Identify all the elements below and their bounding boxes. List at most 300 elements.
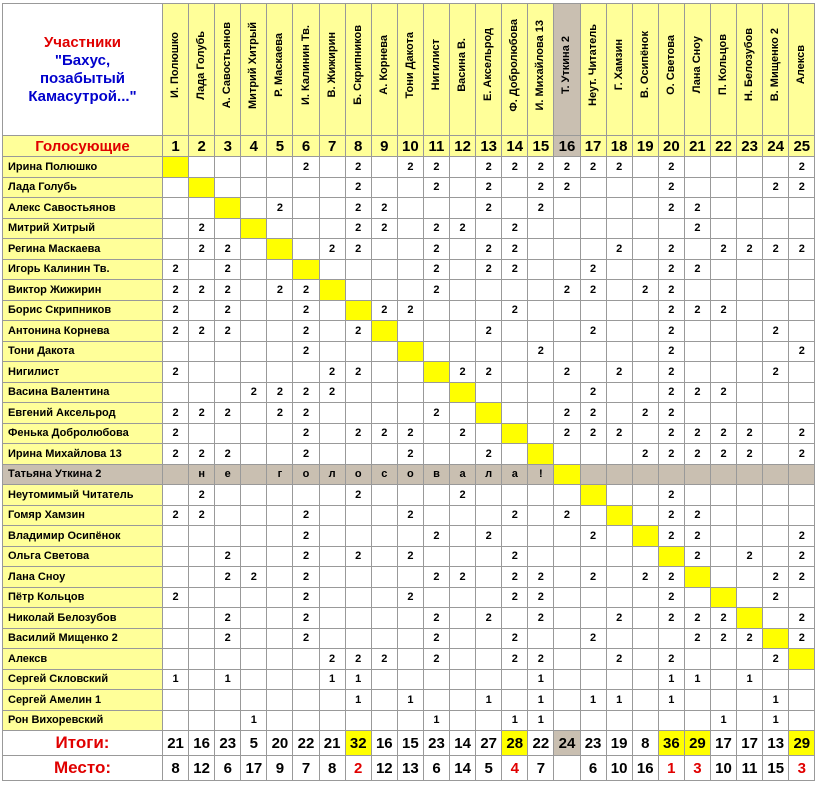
- score-cell: 2: [293, 300, 319, 321]
- score-cell: [763, 259, 789, 280]
- table-row: [3, 690, 815, 711]
- score-cell: 1: [710, 710, 736, 731]
- total-cell: 24: [554, 731, 580, 756]
- score-cell: [241, 669, 267, 690]
- score-cell: [632, 669, 658, 690]
- total-cell: 14: [450, 731, 476, 756]
- score-cell: [710, 362, 736, 383]
- self-vote-cell: [423, 362, 449, 383]
- score-cell: [163, 382, 189, 403]
- total-cell: 32: [345, 731, 371, 756]
- score-cell: [423, 669, 449, 690]
- score-cell: 2: [658, 382, 684, 403]
- score-cell: 1: [737, 669, 763, 690]
- score-cell: л: [476, 464, 502, 485]
- voter-name: Лана Сноу: [3, 567, 163, 588]
- voter-name: Игорь Калинин Тв.: [3, 259, 163, 280]
- table-row: [3, 628, 815, 649]
- score-cell: [710, 218, 736, 239]
- score-cell: [789, 403, 815, 424]
- score-cell: [632, 321, 658, 342]
- score-cell: 2: [580, 403, 606, 424]
- score-cell: 2: [450, 362, 476, 383]
- score-cell: [267, 608, 293, 629]
- score-cell: [450, 177, 476, 198]
- score-cell: 2: [763, 649, 789, 670]
- score-cell: [345, 382, 371, 403]
- score-cell: [371, 239, 397, 260]
- score-cell: [241, 690, 267, 711]
- score-cell: [789, 485, 815, 506]
- score-cell: [371, 485, 397, 506]
- score-cell: [737, 157, 763, 178]
- voter-name: Регина Маскаева: [3, 239, 163, 260]
- score-cell: 2: [789, 567, 815, 588]
- score-cell: 2: [345, 239, 371, 260]
- score-cell: [632, 587, 658, 608]
- score-cell: [189, 423, 215, 444]
- score-cell: [632, 218, 658, 239]
- score-cell: 2: [371, 649, 397, 670]
- score-cell: [632, 259, 658, 280]
- place-cell: 2: [345, 756, 371, 781]
- score-cell: 1: [684, 669, 710, 690]
- score-cell: [632, 382, 658, 403]
- score-cell: [554, 690, 580, 711]
- score-cell: 2: [215, 321, 241, 342]
- voter-name: Сергей Амелин 1: [3, 690, 163, 711]
- score-cell: 2: [267, 280, 293, 301]
- score-cell: 1: [345, 690, 371, 711]
- score-cell: [450, 690, 476, 711]
- score-cell: [450, 239, 476, 260]
- score-cell: 2: [580, 280, 606, 301]
- score-cell: [606, 464, 632, 485]
- score-cell: [450, 444, 476, 465]
- score-cell: 2: [423, 177, 449, 198]
- score-cell: [397, 218, 423, 239]
- score-cell: [345, 567, 371, 588]
- score-cell: 2: [606, 157, 632, 178]
- score-cell: [189, 587, 215, 608]
- score-cell: [319, 485, 345, 506]
- table-row: [3, 259, 815, 280]
- score-cell: 2: [293, 321, 319, 342]
- score-cell: 1: [319, 669, 345, 690]
- score-cell: [554, 382, 580, 403]
- self-vote-cell: [554, 464, 580, 485]
- score-cell: [710, 280, 736, 301]
- score-cell: [397, 362, 423, 383]
- score-cell: [684, 710, 710, 731]
- score-cell: 2: [658, 239, 684, 260]
- score-cell: [215, 485, 241, 506]
- score-cell: [371, 526, 397, 547]
- score-cell: 2: [737, 239, 763, 260]
- score-cell: [737, 649, 763, 670]
- place-cell: 7: [528, 756, 554, 781]
- total-cell: 17: [710, 731, 736, 756]
- score-cell: 2: [737, 628, 763, 649]
- score-cell: [528, 321, 554, 342]
- score-cell: [319, 177, 345, 198]
- voter-name: Нигилист: [3, 362, 163, 383]
- score-cell: [554, 587, 580, 608]
- score-cell: 2: [293, 587, 319, 608]
- score-cell: 2: [345, 423, 371, 444]
- score-cell: [528, 382, 554, 403]
- score-cell: [632, 649, 658, 670]
- column-number: 22: [710, 136, 736, 157]
- score-cell: 2: [345, 362, 371, 383]
- score-cell: 2: [267, 403, 293, 424]
- score-cell: [319, 300, 345, 321]
- column-number: 6: [293, 136, 319, 157]
- score-cell: [554, 259, 580, 280]
- self-vote-cell: [789, 649, 815, 670]
- score-cell: о: [397, 464, 423, 485]
- score-cell: [345, 608, 371, 629]
- score-cell: [345, 280, 371, 301]
- score-cell: [580, 239, 606, 260]
- score-cell: [737, 464, 763, 485]
- participant-name: Васина В.: [456, 38, 469, 92]
- score-cell: 2: [215, 608, 241, 629]
- score-cell: 2: [763, 239, 789, 260]
- place-cell: 12: [371, 756, 397, 781]
- score-cell: [163, 464, 189, 485]
- participant-name: П. Кольцов: [717, 34, 730, 96]
- participant-name: Лана Сноу: [690, 36, 703, 94]
- score-cell: [528, 280, 554, 301]
- score-cell: е: [215, 464, 241, 485]
- participant-name: Т. Уткина 2: [560, 35, 573, 95]
- score-cell: [684, 587, 710, 608]
- score-cell: [606, 218, 632, 239]
- score-cell: [737, 567, 763, 588]
- score-cell: [397, 710, 423, 731]
- score-cell: [371, 710, 397, 731]
- score-cell: [737, 505, 763, 526]
- score-cell: [476, 423, 502, 444]
- score-cell: л: [319, 464, 345, 485]
- score-cell: [476, 280, 502, 301]
- score-cell: [710, 526, 736, 547]
- score-cell: [450, 669, 476, 690]
- score-cell: г: [267, 464, 293, 485]
- table-row: [3, 546, 815, 567]
- score-cell: [371, 669, 397, 690]
- score-cell: 2: [450, 423, 476, 444]
- score-cell: 2: [789, 239, 815, 260]
- total-cell: 5: [241, 731, 267, 756]
- score-cell: 2: [763, 362, 789, 383]
- score-cell: [241, 362, 267, 383]
- score-cell: [163, 239, 189, 260]
- score-cell: 2: [763, 587, 789, 608]
- score-cell: [371, 280, 397, 301]
- score-cell: 2: [658, 177, 684, 198]
- score-cell: 2: [319, 649, 345, 670]
- total-cell: 21: [319, 731, 345, 756]
- score-cell: [371, 587, 397, 608]
- score-cell: 2: [293, 628, 319, 649]
- score-cell: [710, 403, 736, 424]
- score-cell: [450, 649, 476, 670]
- score-cell: [737, 198, 763, 219]
- score-cell: н: [189, 464, 215, 485]
- participant-header: [397, 4, 423, 136]
- score-cell: [163, 198, 189, 219]
- total-cell: 22: [528, 731, 554, 756]
- score-cell: [580, 300, 606, 321]
- score-cell: 1: [580, 690, 606, 711]
- score-cell: [450, 341, 476, 362]
- score-cell: [319, 341, 345, 362]
- score-cell: 2: [502, 546, 528, 567]
- score-cell: 2: [580, 628, 606, 649]
- self-vote-cell: [632, 526, 658, 547]
- score-cell: 2: [658, 321, 684, 342]
- score-cell: [528, 628, 554, 649]
- score-cell: 2: [189, 218, 215, 239]
- score-cell: [267, 546, 293, 567]
- total-cell: 22: [293, 731, 319, 756]
- places-label: Место:: [3, 756, 163, 781]
- total-cell: 16: [371, 731, 397, 756]
- score-cell: [319, 587, 345, 608]
- score-cell: [319, 526, 345, 547]
- participant-header: [737, 4, 763, 136]
- score-cell: [710, 485, 736, 506]
- total-cell: 17: [737, 731, 763, 756]
- score-cell: [215, 710, 241, 731]
- total-cell: 28: [502, 731, 528, 756]
- score-cell: [345, 710, 371, 731]
- score-cell: [710, 669, 736, 690]
- score-cell: [528, 505, 554, 526]
- score-cell: 2: [554, 157, 580, 178]
- score-cell: [554, 239, 580, 260]
- participant-name: Тони Дакота: [403, 31, 416, 99]
- score-cell: [241, 546, 267, 567]
- score-cell: 2: [293, 157, 319, 178]
- participant-name: В. Жижирин: [325, 32, 338, 98]
- score-cell: [319, 444, 345, 465]
- score-cell: [189, 259, 215, 280]
- score-cell: [293, 362, 319, 383]
- participant-header: [371, 4, 397, 136]
- column-number: 13: [476, 136, 502, 157]
- score-cell: 2: [554, 280, 580, 301]
- column-number: 25: [789, 136, 815, 157]
- score-cell: 1: [423, 710, 449, 731]
- score-cell: 2: [476, 157, 502, 178]
- score-cell: 2: [189, 444, 215, 465]
- score-cell: [554, 608, 580, 629]
- score-cell: [737, 690, 763, 711]
- participant-name: А. Корнева: [377, 35, 390, 95]
- participant-header: [789, 4, 815, 136]
- score-cell: [215, 526, 241, 547]
- score-cell: [345, 341, 371, 362]
- score-cell: [502, 198, 528, 219]
- score-cell: [684, 690, 710, 711]
- voter-name: Василий Мищенко 2: [3, 628, 163, 649]
- score-cell: [528, 300, 554, 321]
- voter-name: Ирина Полюшко: [3, 157, 163, 178]
- score-cell: [763, 608, 789, 629]
- score-cell: [502, 382, 528, 403]
- score-cell: 2: [345, 218, 371, 239]
- score-cell: 2: [554, 403, 580, 424]
- total-cell: 19: [606, 731, 632, 756]
- score-cell: [528, 485, 554, 506]
- score-cell: [241, 608, 267, 629]
- self-vote-cell: [476, 403, 502, 424]
- score-cell: [789, 382, 815, 403]
- score-cell: [528, 423, 554, 444]
- total-cell: 27: [476, 731, 502, 756]
- score-cell: [189, 300, 215, 321]
- score-cell: 2: [397, 157, 423, 178]
- score-cell: 2: [345, 485, 371, 506]
- place-cell: 11: [737, 756, 763, 781]
- score-cell: [241, 177, 267, 198]
- score-cell: 2: [267, 198, 293, 219]
- score-cell: 2: [476, 362, 502, 383]
- total-cell: 23: [423, 731, 449, 756]
- participant-header: [189, 4, 215, 136]
- score-cell: [606, 259, 632, 280]
- score-cell: 2: [684, 505, 710, 526]
- score-cell: [737, 321, 763, 342]
- score-cell: 2: [293, 423, 319, 444]
- score-cell: [684, 485, 710, 506]
- score-cell: [371, 177, 397, 198]
- score-cell: 2: [737, 546, 763, 567]
- score-cell: 2: [423, 218, 449, 239]
- score-cell: [215, 587, 241, 608]
- score-cell: 2: [658, 362, 684, 383]
- score-cell: [632, 464, 658, 485]
- score-cell: 2: [502, 649, 528, 670]
- score-cell: [241, 157, 267, 178]
- score-cell: [658, 218, 684, 239]
- place-cell: 15: [763, 756, 789, 781]
- place-cell: [554, 756, 580, 781]
- score-cell: 2: [789, 423, 815, 444]
- score-cell: 2: [789, 341, 815, 362]
- column-number: 18: [606, 136, 632, 157]
- voter-name: Сергей Скловский: [3, 669, 163, 690]
- score-cell: [319, 546, 345, 567]
- score-cell: [267, 505, 293, 526]
- column-number: 3: [215, 136, 241, 157]
- total-cell: 36: [658, 731, 684, 756]
- score-cell: 2: [763, 321, 789, 342]
- score-cell: 2: [789, 526, 815, 547]
- score-cell: [319, 567, 345, 588]
- score-cell: [710, 259, 736, 280]
- score-cell: [580, 218, 606, 239]
- score-cell: [737, 382, 763, 403]
- score-cell: [293, 485, 319, 506]
- table-row: [3, 341, 815, 362]
- column-number: 21: [684, 136, 710, 157]
- score-cell: 1: [397, 690, 423, 711]
- score-cell: 2: [345, 321, 371, 342]
- voter-name: Пётр Кольцов: [3, 587, 163, 608]
- score-cell: [606, 382, 632, 403]
- score-cell: [241, 649, 267, 670]
- score-cell: 2: [528, 341, 554, 362]
- score-cell: [423, 444, 449, 465]
- score-cell: [189, 567, 215, 588]
- score-cell: [319, 321, 345, 342]
- self-vote-cell: [267, 239, 293, 260]
- self-vote-cell: [189, 177, 215, 198]
- score-cell: 2: [528, 177, 554, 198]
- score-cell: [632, 710, 658, 731]
- score-cell: [345, 628, 371, 649]
- score-cell: [502, 177, 528, 198]
- score-cell: [763, 423, 789, 444]
- score-cell: [267, 444, 293, 465]
- voter-name: Татьяна Уткина 2: [3, 464, 163, 485]
- score-cell: 2: [476, 608, 502, 629]
- score-cell: 2: [397, 505, 423, 526]
- column-number: 8: [345, 136, 371, 157]
- score-cell: [737, 341, 763, 362]
- score-cell: [450, 608, 476, 629]
- table-row: [3, 321, 815, 342]
- title-line2: "Бахус, позабытый Камасутрой...": [28, 51, 137, 105]
- score-cell: 2: [423, 526, 449, 547]
- score-cell: [789, 669, 815, 690]
- column-number: 9: [371, 136, 397, 157]
- score-cell: [371, 362, 397, 383]
- score-cell: [450, 300, 476, 321]
- score-cell: [658, 710, 684, 731]
- score-cell: 2: [763, 567, 789, 588]
- score-cell: [241, 444, 267, 465]
- table-row: [3, 280, 815, 301]
- self-vote-cell: [293, 259, 319, 280]
- score-cell: [476, 669, 502, 690]
- score-cell: [267, 526, 293, 547]
- score-cell: [293, 669, 319, 690]
- score-cell: [606, 321, 632, 342]
- score-cell: 2: [580, 157, 606, 178]
- score-cell: [737, 710, 763, 731]
- participant-name: И. Калинин Тв.: [299, 25, 312, 105]
- score-cell: [554, 628, 580, 649]
- score-cell: [189, 690, 215, 711]
- score-cell: [476, 505, 502, 526]
- score-cell: 1: [763, 710, 789, 731]
- participant-header: [684, 4, 710, 136]
- column-number: 19: [632, 136, 658, 157]
- score-cell: [241, 300, 267, 321]
- score-cell: [450, 280, 476, 301]
- table-row: [3, 403, 815, 424]
- score-cell: [606, 198, 632, 219]
- score-cell: [371, 444, 397, 465]
- score-cell: [371, 505, 397, 526]
- score-cell: 1: [502, 710, 528, 731]
- score-cell: [606, 177, 632, 198]
